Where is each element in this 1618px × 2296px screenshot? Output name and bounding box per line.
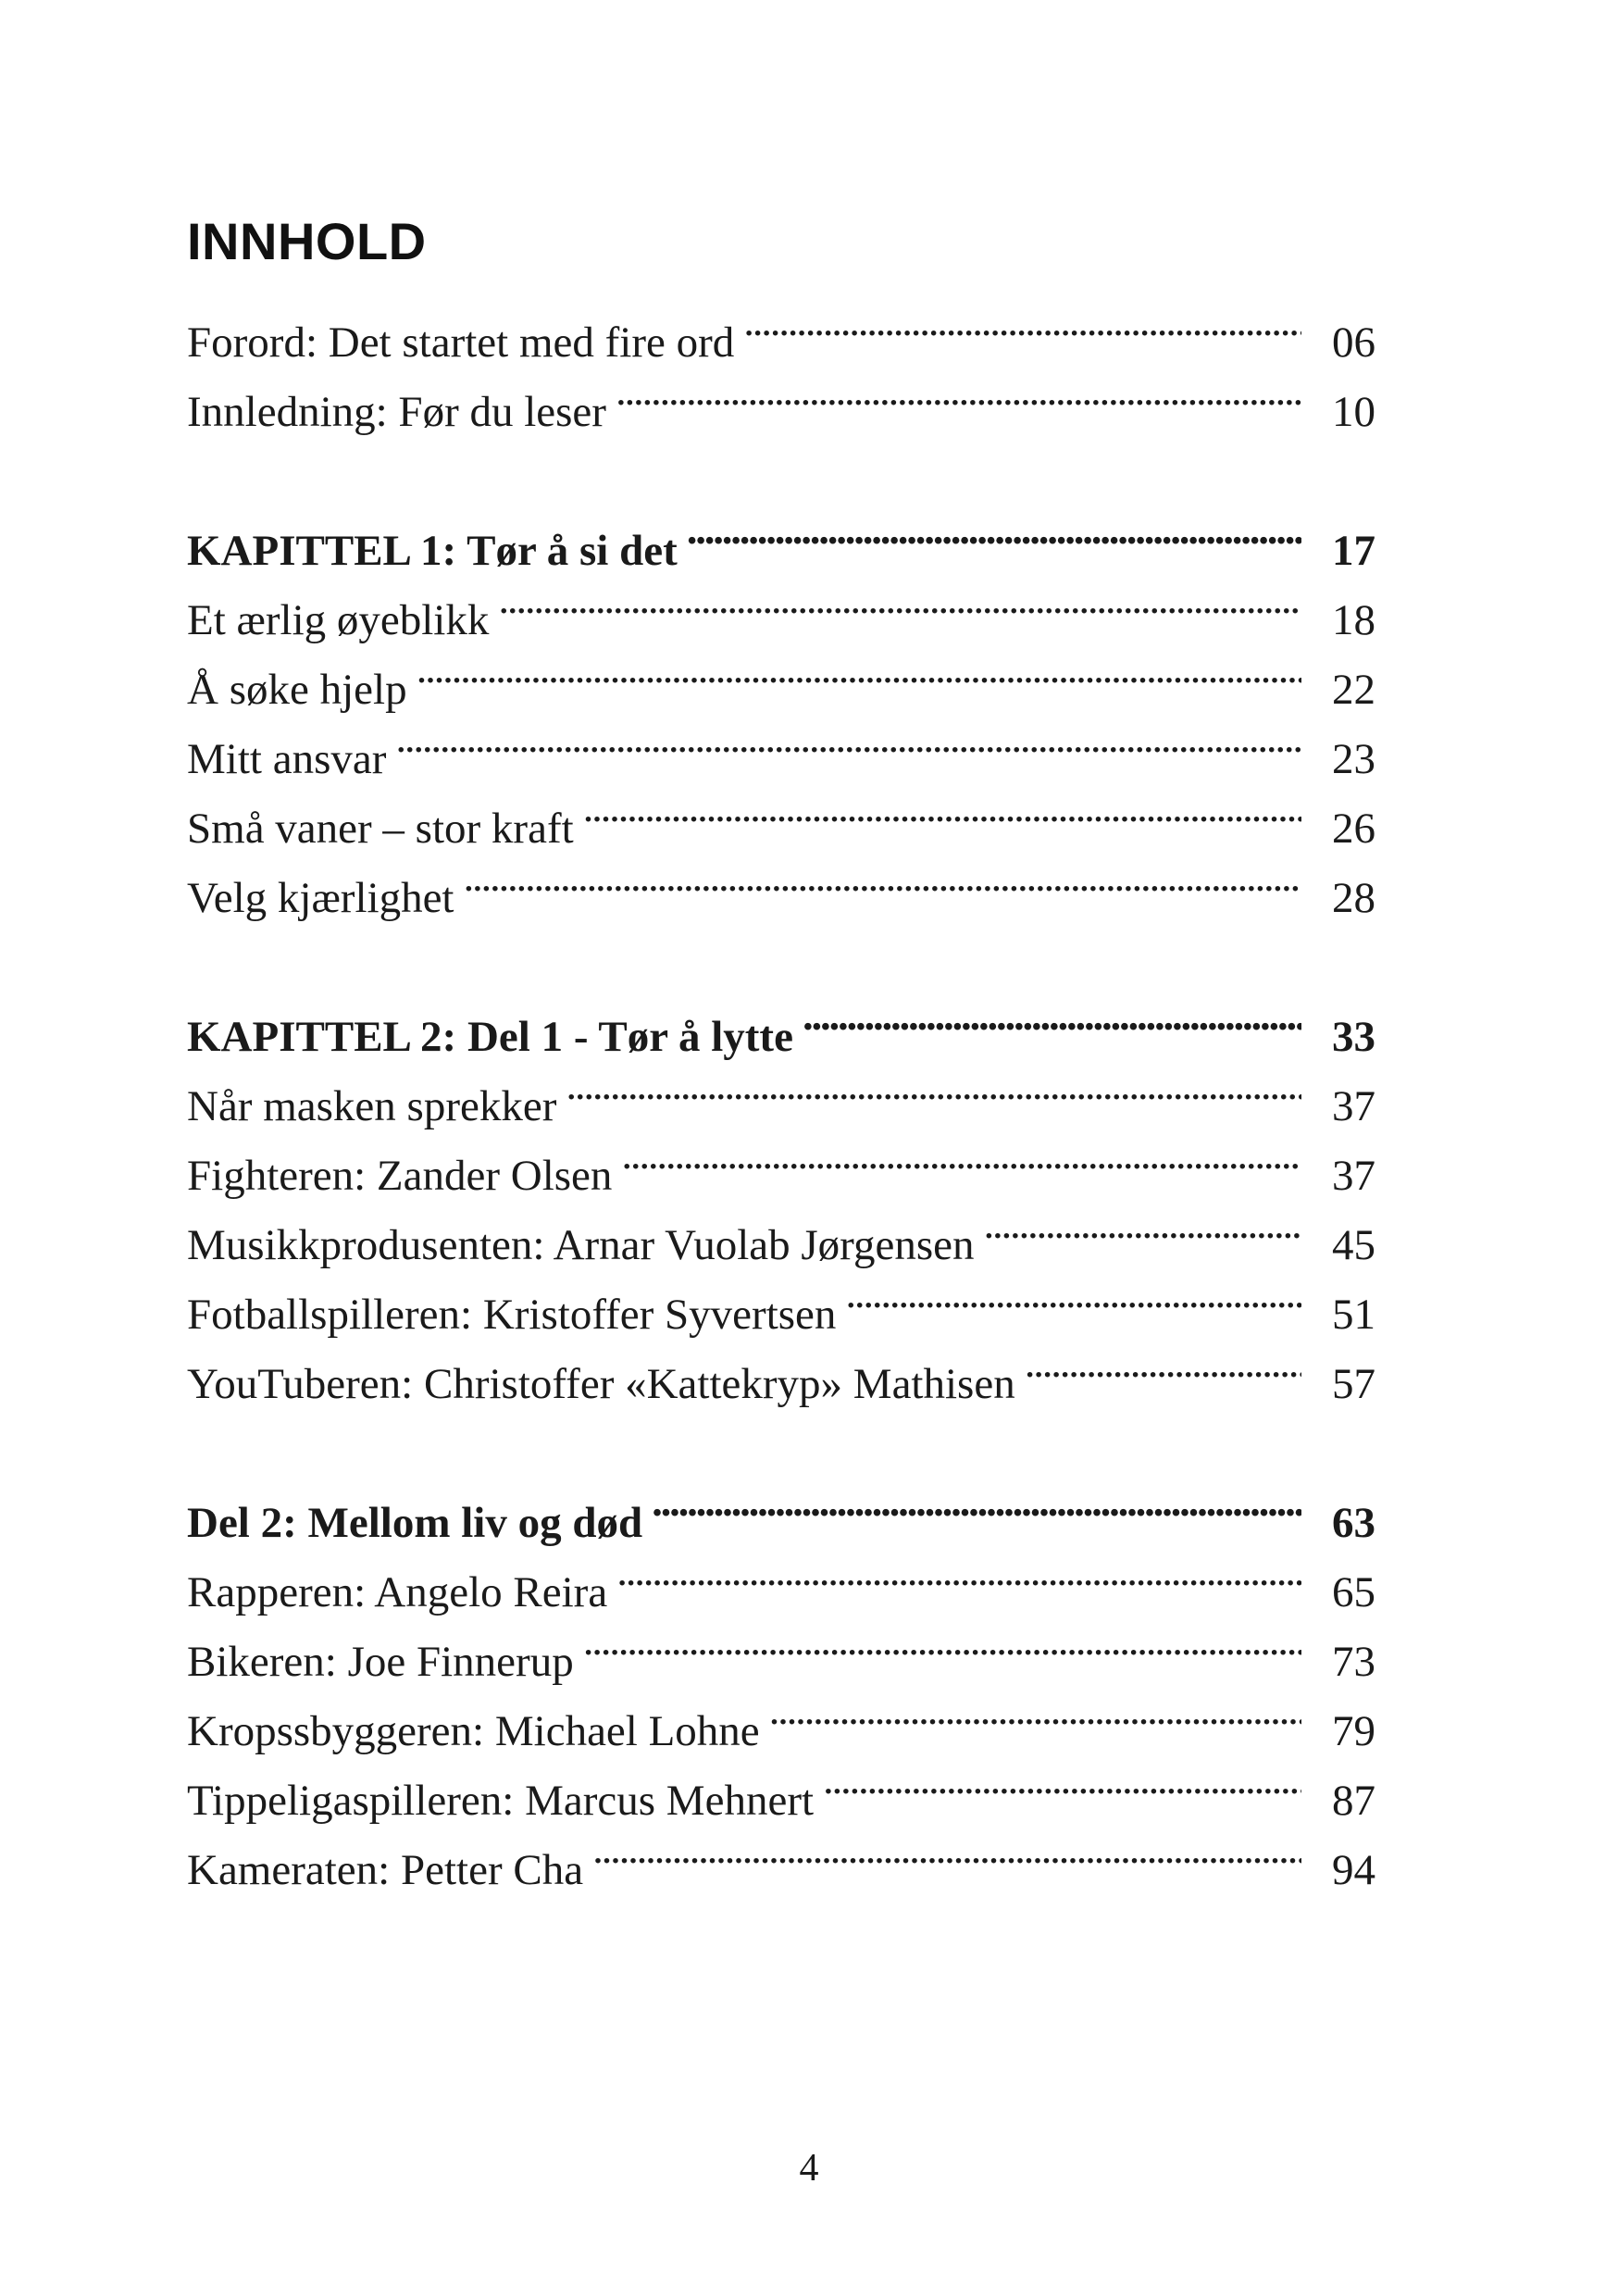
toc-entry-page: 51: [1332, 1291, 1375, 1339]
page-number: 4: [799, 2147, 819, 2190]
dot-leader: [743, 287, 1301, 356]
toc-entry-page: 37: [1332, 1152, 1375, 1200]
dot-leader: [592, 1815, 1301, 1884]
toc-entry-page: 10: [1332, 388, 1375, 436]
toc-entry-page: 94: [1332, 1846, 1375, 1894]
toc-entry-page: 37: [1332, 1082, 1375, 1130]
toc-entry-title: KAPITTEL 1: Tør å si det: [187, 527, 678, 575]
toc-entry-title: Fotballspilleren: Kristoffer Syvertsen: [187, 1291, 837, 1339]
toc-section-intro: [187, 287, 1375, 436]
dot-leader: [616, 356, 1301, 426]
toc-entry-title: Velg kjærlighet: [187, 874, 454, 922]
toc-entry-title: Kropssbyggeren: Michael Lohne: [187, 1707, 760, 1755]
toc-section-chapter-2: [187, 981, 1375, 1408]
dot-leader: [845, 1259, 1301, 1329]
dot-leader: [464, 842, 1302, 912]
toc-entry-page: 26: [1332, 805, 1375, 853]
toc-entry-title: KAPITTEL 2: Del 1 - Tør å lytte: [187, 1013, 793, 1061]
toc-chapter-heading[interactable]: [187, 495, 1375, 575]
dot-leader: [583, 1606, 1301, 1676]
toc-entry-title: Å søke hjelp: [187, 666, 407, 714]
toc-entry-title: Fighteren: Zander Olsen: [187, 1152, 613, 1200]
toc-entry-page: 45: [1332, 1221, 1375, 1269]
dot-leader: [687, 495, 1301, 565]
dot-leader: [769, 1676, 1301, 1745]
page-title: INNHOLD: [187, 211, 427, 270]
dot-leader: [823, 1745, 1301, 1815]
table-of-contents: [187, 287, 1375, 1953]
toc-entry-title: Tippeligaspilleren: Marcus Mehnert: [187, 1777, 815, 1825]
toc-entry-page: 79: [1332, 1707, 1375, 1755]
toc-entry-title: Små vaner – stor kraft: [187, 805, 574, 853]
toc-entry-title: Mitt ansvar: [187, 735, 387, 783]
dot-leader: [803, 981, 1301, 1051]
toc-entry-title: Bikeren: Joe Finnerup: [187, 1638, 574, 1686]
toc-entry-title: Et ærlig øyeblikk: [187, 596, 490, 644]
toc-entry-page: 73: [1332, 1638, 1375, 1686]
toc-entry-title: Innledning: Før du leser: [187, 388, 606, 436]
toc-entry-title: Kameraten: Petter Cha: [187, 1846, 584, 1894]
toc-entry-title: Musikkprodusenten: Arnar Vuolab Jørgensen: [187, 1221, 975, 1269]
toc-entry-title: Rapperen: Angelo Reira: [187, 1568, 608, 1616]
toc-entry-page: 18: [1332, 596, 1375, 644]
toc-entry[interactable]: [187, 287, 1375, 367]
toc-entry-page: 57: [1332, 1360, 1375, 1408]
toc-entry-page: 87: [1332, 1777, 1375, 1825]
dot-leader: [1025, 1329, 1301, 1398]
toc-entry-page: 17: [1332, 527, 1375, 575]
toc-entry-page: 65: [1332, 1568, 1375, 1616]
toc-section-chapter-1: [187, 495, 1375, 922]
toc-entry-page: 23: [1332, 735, 1375, 783]
dot-leader: [417, 634, 1301, 704]
dot-leader: [395, 704, 1301, 773]
dot-leader: [566, 1051, 1301, 1120]
toc-entry-title: Forord: Det startet med fire ord: [187, 318, 735, 367]
toc-entry-title: Del 2: Mellom liv og død: [187, 1499, 643, 1547]
dot-leader: [583, 773, 1301, 842]
toc-section-part-2: [187, 1467, 1375, 1894]
dot-leader: [621, 1120, 1301, 1190]
toc-entry-page: 22: [1332, 666, 1375, 714]
toc-entry-page: 63: [1332, 1499, 1375, 1547]
toc-chapter-heading[interactable]: [187, 981, 1375, 1061]
dot-leader: [616, 1537, 1301, 1606]
toc-entry-title: Når masken sprekker: [187, 1082, 557, 1130]
toc-entry-page: 28: [1332, 874, 1375, 922]
dot-leader: [983, 1190, 1301, 1259]
dot-leader: [652, 1467, 1301, 1537]
dot-leader: [498, 565, 1301, 634]
toc-chapter-heading[interactable]: [187, 1467, 1375, 1547]
toc-entry-page: 33: [1332, 1013, 1375, 1061]
toc-entry-title: YouTuberen: Christoffer «Kattekryp» Mathisen: [187, 1360, 1015, 1408]
toc-entry-page: 06: [1332, 318, 1375, 367]
